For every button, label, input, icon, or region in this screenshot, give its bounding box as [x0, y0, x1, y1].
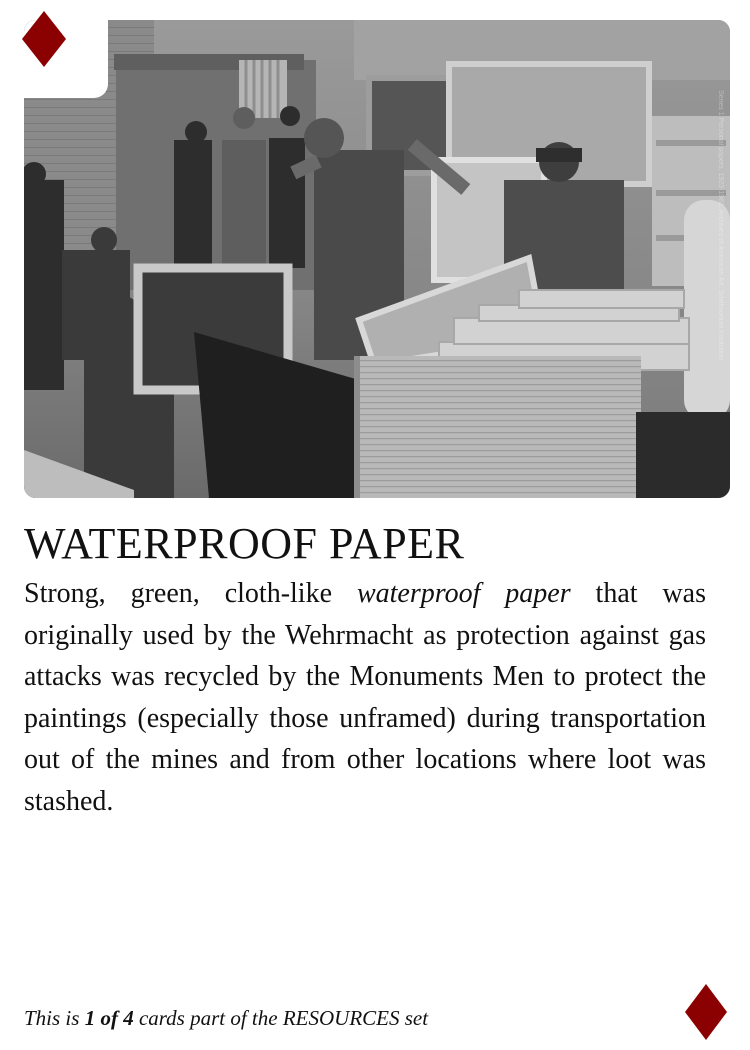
- footer-count: 1 of 4: [84, 1006, 134, 1030]
- diamond-icon: [22, 11, 66, 67]
- footer-suffix: cards part of the RESOURCES set: [133, 1006, 429, 1030]
- footer-prefix: This is: [24, 1006, 85, 1030]
- card-footer: [24, 1006, 428, 1031]
- description-text-continued: that was originally used by the Wehrmacht as protection against gas attacks was recycled by the Monuments Men to protect the paintings (especially those unframed) during transportation out of the mines and from other locations where loot was stashed.: [24, 578, 706, 817]
- photo-illustration: [24, 20, 730, 498]
- photo-credit: Series 1 Personal papers, 1923-1982. Archives of American Art, Smithsonian Institution.: [717, 90, 724, 362]
- card-photo: [24, 20, 730, 498]
- description-text: Strong, green, cloth-like: [24, 578, 357, 609]
- card-description: [24, 573, 706, 822]
- diamond-icon: [685, 984, 727, 1040]
- card-title: WATERPROOF PAPER: [24, 519, 465, 568]
- description-emphasis: waterproof paper: [356, 578, 571, 609]
